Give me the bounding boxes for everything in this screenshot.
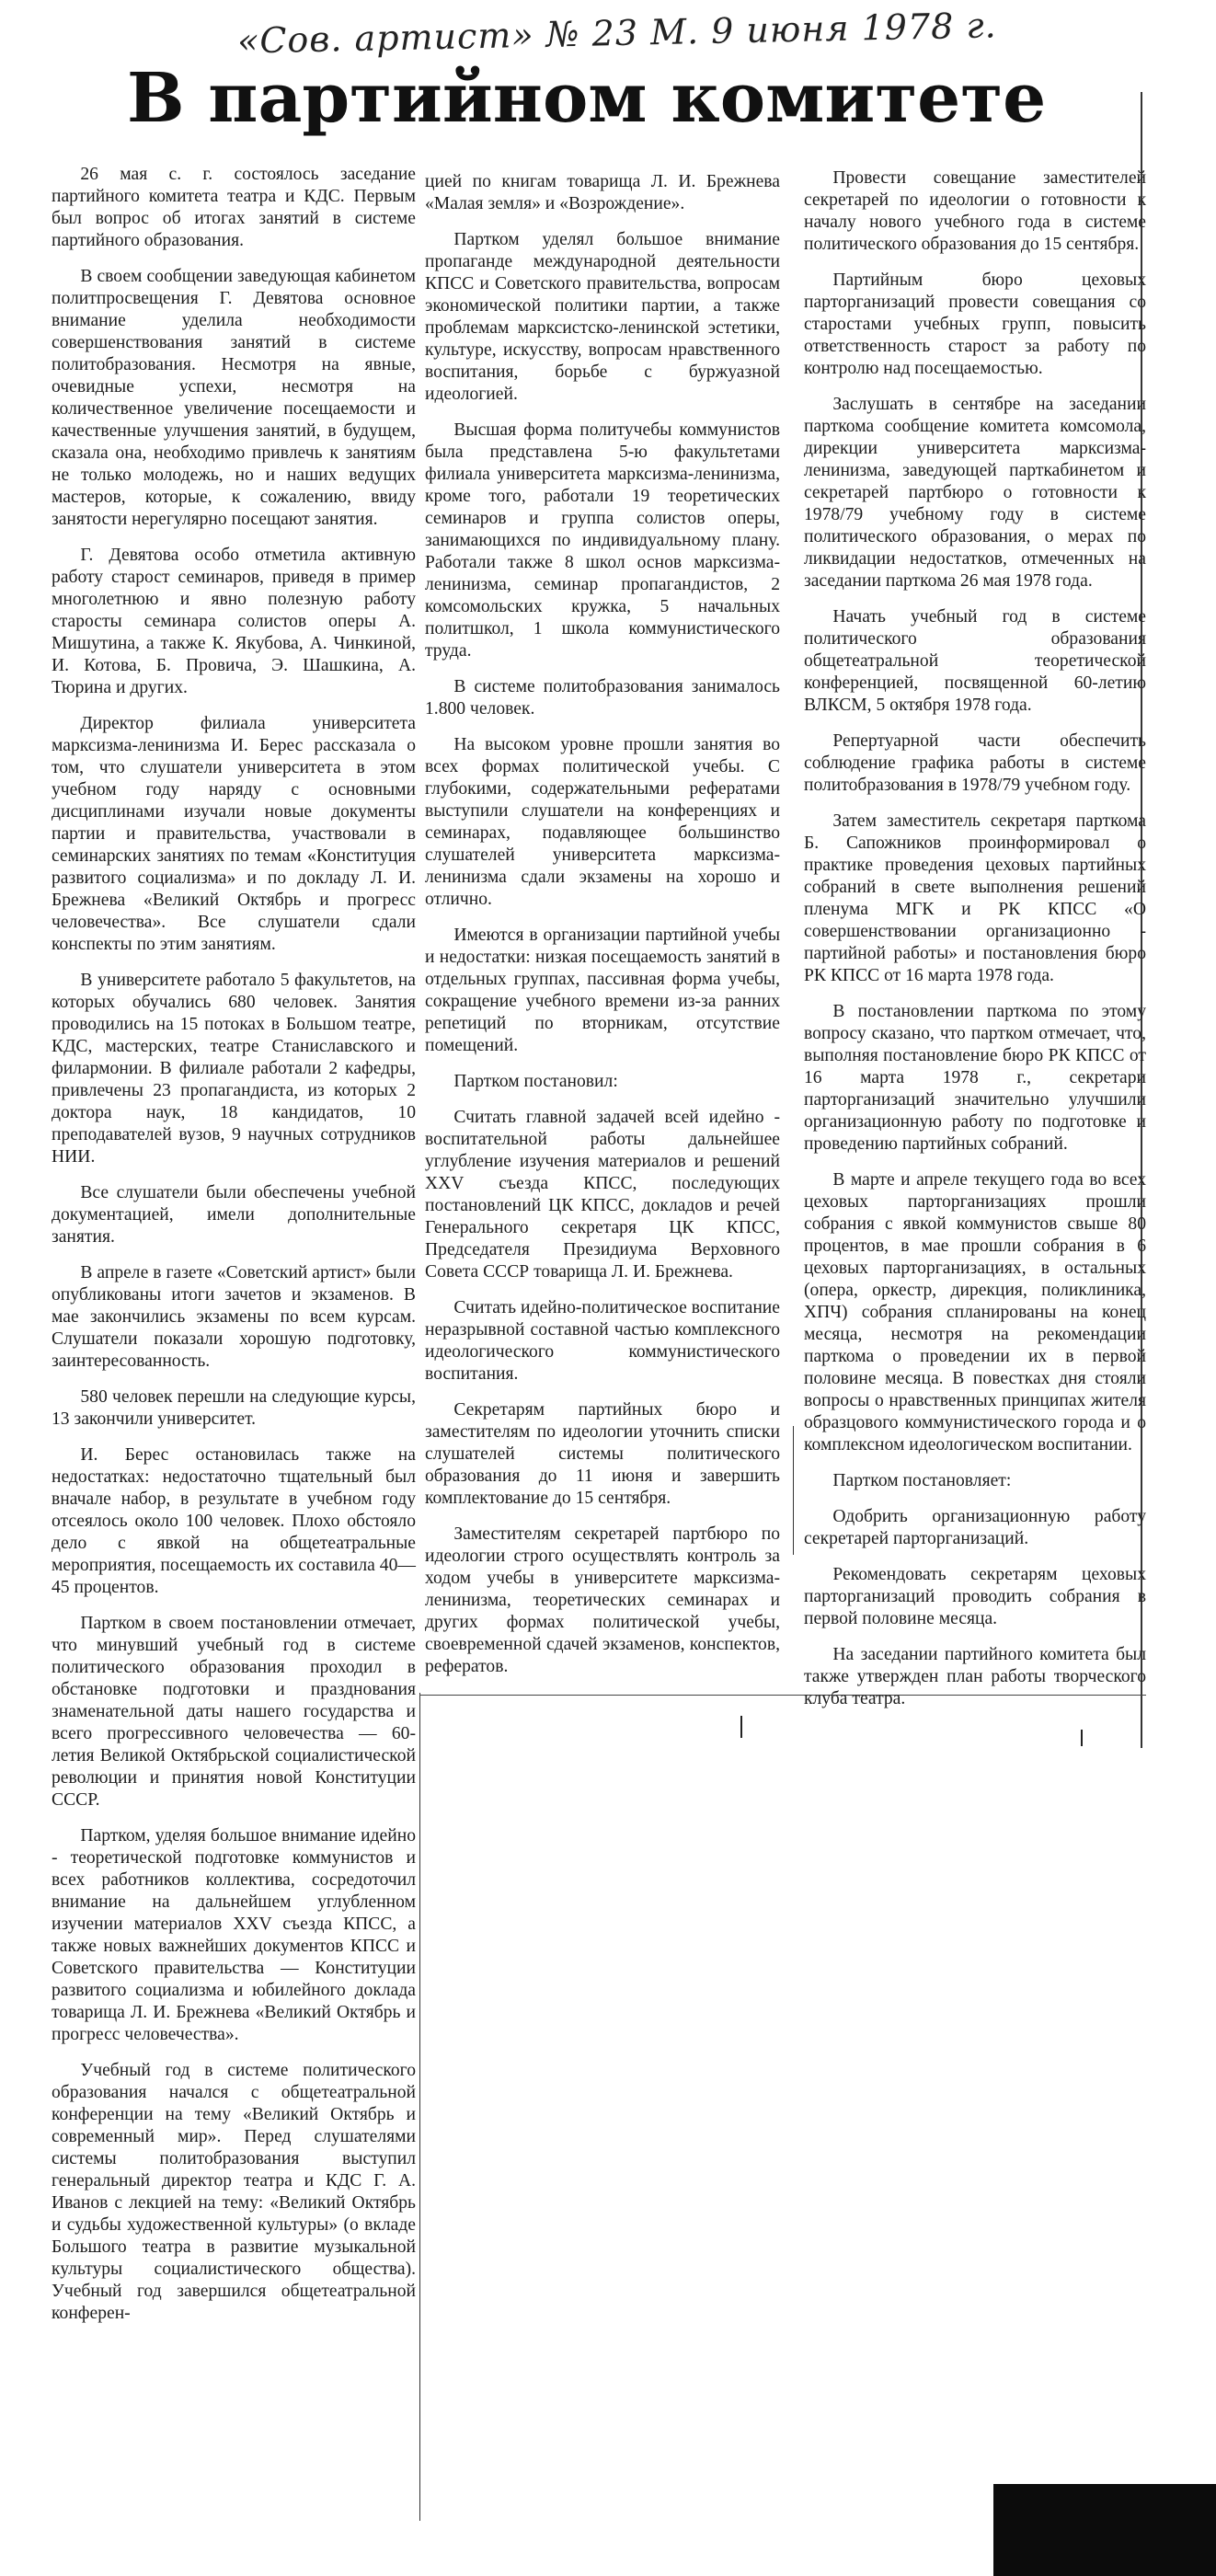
paragraph: Все слушатели были обеспечены учебной документацией, имели дополнительные занятия. — [52, 1183, 416, 1247]
paragraph: 580 человек перешли на следующие курсы, 13 закончили университет. — [52, 1387, 416, 1429]
paragraph: Заместителям секретарей партбюро по идеологии строго осуществлять контроль за ходом учебы в университете марксизма-ленинизма, теоретических семинарах и других формах политической учебы, своевременной сдачей экзаменов, конспектов, рефератов. — [425, 1524, 780, 1676]
paragraph: В системе политобразования занималось 1.800 человек. — [425, 677, 780, 719]
paragraph: В постановлении парткома по этому вопросу сказано, что партком отмечает, что, выполняя постановление бюро РК КПСС от 16 марта 1978 г., секретари парторганизаций значительно улучшили организационную работу по подготовке и проведению партийных собраний. — [804, 1002, 1146, 1154]
paragraph: Партком в своем постановлении отмечает, что минувший учебный год в системе политического образования проходил в обстановке подготовки и празднования знаменательной даты нашего государства и всего прогрессивного человечества — 60-летия Великой Октябрьской социалистической революции и принятия новой Конституции СССР. — [52, 1614, 416, 1810]
paragraph: На высоком уровне прошли занятия во всех формах политической учебы. С глубокими, содержательными рефератами выступили слушатели на конференциях и семинарах, подавляющее большинство слушателей университета марксизма-ленинизма сдали экзамены на хорошо и отлично. — [425, 735, 780, 909]
paragraph: Начать учебный год в системе политического образования общетеатральной теоретической конференцией, посвященной 60-летию ВЛКСМ, 5 октября 1978 года. — [804, 607, 1146, 715]
paragraph: Репертуарной части обеспечить соблюдение графика работы в системе политобразования в 1978/79 учебном году. — [804, 731, 1146, 795]
paragraph: Рекомендовать секретарям цеховых парторганизаций проводить собрания в первой половине месяца. — [804, 1565, 1146, 1628]
paragraph: Партком постановляет: — [832, 1471, 1012, 1490]
paragraph: В апреле в газете «Советский артист» были опубликованы итоги зачетов и экзаменов. В мае закончились экзамены по всем курсам. Слушатели показали хорошую подготовку, заинтересованность. — [52, 1263, 416, 1371]
paragraph: Учебный год в системе политического образования начался с общетеатральной конференции на тему «Великий Октябрь и современный мир». Перед слушателями системы политобразования выступил генеральный директор театра и КДС Г. А. Иванов с лекцией на тему: «Великий Октябрь и судьбы художественной культуры» (о вкладе Большого театра в развитие музыкальной культуры социалистического общества). Учебный год завершился общетеатральной конферен- — [52, 2061, 416, 2323]
handwritten-source-note: «Сов. артист» № 23 М. 9 июня 1978 г. — [236, 5, 998, 62]
paragraph: 26 мая с. г. состоялось заседание партийного комитета театра и КДС. Первым был вопрос об итогах занятий в системе партийного образования. — [52, 165, 416, 250]
scan-black-corner — [993, 2484, 1216, 2576]
paragraph: В марте и апреле текущего года во всех цеховых парторганизациях прошли собрания с явкой коммунистов свыше 80 процентов, в мае прошли собрания в 6 цеховых парторганизациях, в остальных (опера, оркестр, дирекция, поликлиника, ХПЧ) собрания спланированы на конец месяца, несмотря на рекомендации парткома о проведении их в первой половине месяца. В повестках дня стояли вопросы о нравственных принципах жителя образцового коммунистического города и о комплексном идеологическом воспитании. — [804, 1170, 1146, 1455]
paragraph: Провести совещание заместителей секретарей по идеологии о готовности к началу нового учебного года в системе политического образования до 15 сентября. — [804, 168, 1146, 254]
paragraph: Г. Девятова особо отметила активную работу старост семинаров, приведя в пример многолетнюю и явно полезную работу старосты семинара солистов оперы А. Мишутина, а также К. Якубова, А. Чинкиной, И. Котова, Б. Провича, Э. Шашкина, А. Тюрина и других. — [52, 546, 416, 697]
paragraph: Высшая форма политучебы коммунистов была представлена 5-ю факультетами филиала университета марксизма-ленинизма, кроме того, работали 19 теоретических семинаров и группа солистов оперы, занимающихся по индивидуальному плану. Работали также 8 школ основ марксизма-ленинизма, семинар пропагандистов, 2 комсомольских кружка, 5 начальных политшкол, 1 школа коммунистического труда. — [425, 420, 780, 661]
headline: В партийном комитете — [127, 59, 1047, 138]
paragraph: Считать идейно-политическое воспитание неразрывной составной частью комплексного идеологического коммунистического воспитания. — [425, 1298, 780, 1384]
paragraph: Одобрить организационную работу секретарей парторганизаций. — [804, 1507, 1146, 1548]
paragraph: Партийным бюро цеховых парторганизаций провести совещания со старостами учебных групп, повысить ответственность старост за работу по контролю над посещаемостью. — [804, 270, 1146, 378]
paragraph: Считать главной задачей всей идейно - воспитательной работы дальнейшее углубление изучения материалов и решений XXV съезда КПСС, последующих постановлений ЦК КПСС, докладов и речей Генерального секретаря ЦК КПСС, Председателя Президиума Верховного Совета СССР товарища Л. И. Брежнева. — [425, 1108, 780, 1282]
column-rule-1 — [419, 1693, 420, 2521]
paragraph: Имеются в организации партийной учебы и недостатки: низкая посещаемость занятий в отдельных группах, пассивная форма учебы, сокращение учебного времени из-за ранних репетиций по вторникам, отсутствие помещений. — [425, 926, 780, 1055]
paragraph: В университете работало 5 факультетов, на которых обучались 680 человек. Занятия проводились на 15 потоках в Большом театре, КДС, мастерских, театре Станиславского и филармонии. В филиале работали 2 кафедры, привлечены 23 пропагандиста, из которых 2 доктора наук, 18 кандидатов, 10 преподавателей вузов, 9 научных сотрудников НИИ. — [52, 971, 416, 1167]
text-column-2 — [425, 171, 780, 1692]
column-rule-2 — [793, 1426, 794, 1555]
text-column-3 — [804, 167, 1146, 1724]
paragraph: Затем заместитель секретаря парткома Б. Сапожников проинформировал о практике проведения цеховых партийных собраний в свете выполнения решений пленума МГК и РК КПСС «О совершенствовании организационно - партийной работы» и постановления бюро РК КПСС от 16 марта 1978 года. — [804, 811, 1146, 985]
paragraph: цией по книгам товарища Л. И. Брежнева «Малая земля» и «Возрождение». — [425, 172, 780, 213]
paragraph: Партком уделял большое внимание пропаганде международной деятельности КПСС и Советского правительства, вопросам экономической политики партии, а также проблемам марксистско-ленинской эстетики, культуре, искусству, вопросам нравственного воспитания, борьбе с буржуазной идеологией. — [425, 230, 780, 404]
paragraph: Директор филиала университета марксизма-ленинизма И. Берес рассказала о том, что слушатели университета в этом учебном году наряду с основными дисциплинами изучали новые документы партии и правительства, участвовали в семинарских занятиях по темам «Конституция развитого социализма» и по докладу Л. И. Брежнева «Великий Октябрь и прогресс человечества». Все слушатели сдали конспекты по этим занятиям. — [52, 714, 416, 954]
paragraph: Партком, уделяя большое внимание идейно - теоретической подготовке коммунистов и всех работников коллектива, сосредоточил внимание на дальнейшем углубленном изучении материалов XXV съезда КПСС, а также новых важнейших документов КПСС и Советского правительства — Конституции развитого социализма и юбилейного доклада товарища Л. И. Брежнева «Великий Октябрь и прогресс человечества». — [52, 1826, 416, 2044]
text-column-1 — [52, 164, 416, 2339]
stray-mark — [1081, 1730, 1083, 1746]
paragraph: На заседании партийного комитета был также утвержден план работы творческого клуба театра. — [804, 1645, 1146, 1708]
paragraph: И. Берес остановилась также на недостатках: недостаточно тщательный был вначале набор, в результате в учебном году отсеялось около 100 человек. Плохо обстояло дело с явкой на общетеатральные мероприятия, посещаемость их составила 40—45 процентов. — [52, 1445, 416, 1597]
paragraph: В своем сообщении заведующая кабинетом политпросвещения Г. Девятова основное внимание уделила необходимости совершенствования занятий в системе политобразования. Несмотря на явные, очевидные успехи, несмотря на количественное увеличение посещаемости и качественные улучшения занятий, в будущем, сказала она, необходимо привлечь к занятиям не только молодежь, но и наших ведущих мастеров, которые, к сожалению, ввиду занятости нерегулярно посещают занятия. — [52, 267, 416, 529]
paragraph: Секретарям партийных бюро и заместителям по идеологии уточнить списки слушателей системы политического образования до 11 июня и завершить комплектование до 15 сентября. — [425, 1400, 780, 1508]
stray-mark — [740, 1716, 742, 1738]
paragraph: Партком постановил: — [453, 1072, 618, 1091]
paragraph: Заслушать в сентябре на заседании парткома сообщение комитета комсомола, дирекции университета марксизма-ленинизма, заведующей парткабинетом и секретарей партбюро о готовности к 1978/79 учебному году в системе политического образования, о мерах по ликвидации недостатков, отмеченных на заседании парткома 26 мая 1978 года. — [804, 395, 1146, 591]
